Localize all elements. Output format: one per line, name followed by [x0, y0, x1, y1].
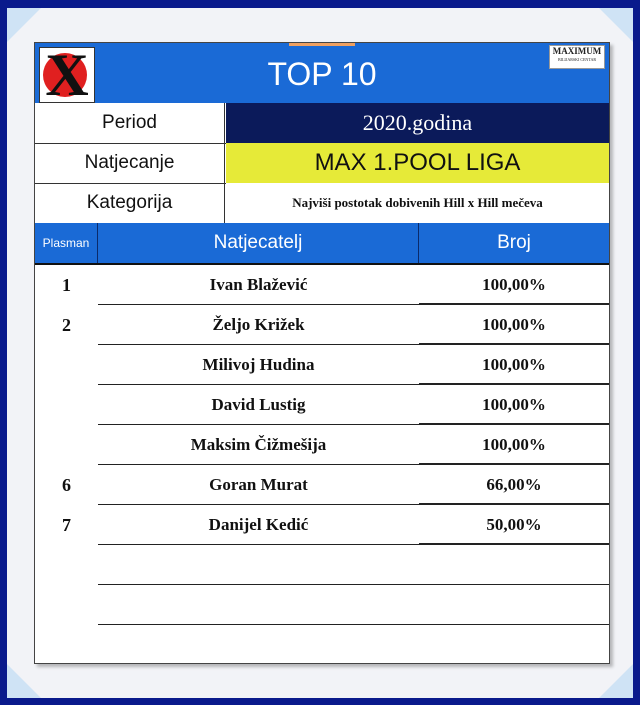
value-cell: 100,00%: [419, 425, 609, 465]
player-cell: [98, 625, 419, 665]
value-cell: 100,00%: [419, 385, 609, 425]
value-cell: 100,00%: [419, 305, 609, 345]
corner-decoration: [599, 8, 633, 42]
table-row: [35, 385, 609, 425]
player-cell: Željo Križek: [98, 305, 419, 345]
competition-label: Natjecanje: [35, 143, 225, 183]
x-logo-icon: [39, 42, 95, 108]
corner-decoration: [599, 664, 633, 698]
period-row: [35, 103, 609, 144]
header-bar: [35, 42, 609, 108]
value-cell: [419, 545, 609, 585]
rank-cell: [35, 385, 98, 425]
rank-cell: 6: [62, 475, 71, 495]
value-cell: 100,00%: [419, 265, 609, 305]
table-row: [35, 625, 609, 665]
corner-decoration: [7, 664, 41, 698]
table-row: [35, 545, 609, 585]
rank-cell: [35, 425, 98, 465]
page-title: TOP 10: [267, 56, 377, 92]
player-cell: [98, 545, 419, 585]
rank-cell: [35, 545, 98, 585]
value-cell: 66,00%: [419, 465, 609, 505]
table-row: [35, 465, 609, 505]
player-cell: [98, 585, 419, 625]
table-header: [35, 223, 609, 263]
category-row: [35, 183, 609, 224]
column-header-count: Broj: [497, 232, 531, 253]
player-cell: Danijel Kedić: [98, 505, 419, 545]
value-cell: 50,00%: [419, 505, 609, 545]
player-cell: Ivan Blažević: [98, 265, 419, 305]
competition-value: MAX 1.POOL LIGA: [226, 143, 609, 183]
category-label: Kategorija: [35, 183, 225, 223]
value-cell: [419, 585, 609, 625]
table-row: [35, 585, 609, 625]
period-value: 2020.godina: [226, 103, 609, 143]
player-cell: David Lustig: [98, 385, 419, 425]
table-body: [35, 263, 609, 663]
rank-cell: [35, 625, 98, 665]
category-value: Najviši postotak dobivenih Hill x Hill mečeva: [226, 183, 609, 223]
value-cell: [419, 625, 609, 665]
table-row: [35, 305, 609, 345]
competition-row: [35, 143, 609, 184]
table-row: [35, 345, 609, 385]
player-cell: Goran Murat: [98, 465, 419, 505]
rank-cell: 2: [62, 315, 71, 335]
maximum-logo-sub: BILIJARSKI CENTAR: [557, 57, 596, 62]
x-mark-icon: X: [45, 42, 89, 108]
column-header-player: Natjecatelj: [98, 223, 419, 263]
rank-cell: 1: [62, 275, 71, 295]
table-row: [35, 425, 609, 465]
corner-decoration: [7, 8, 41, 42]
table-row: [35, 505, 609, 545]
rank-cell: [35, 585, 98, 625]
period-label: Period: [35, 103, 225, 143]
player-cell: Milivoj Hudina: [98, 345, 419, 385]
rank-cell: [35, 345, 98, 385]
player-cell: Maksim Čižmešija: [98, 425, 419, 465]
rank-cell: 7: [62, 515, 71, 535]
maximum-logo-text: MAXIMUM: [552, 46, 602, 56]
table-row: [35, 265, 609, 305]
maximum-logo: [549, 45, 605, 69]
value-cell: 100,00%: [419, 345, 609, 385]
column-header-rank: Plasman: [35, 223, 98, 263]
leaderboard-sheet: [34, 42, 610, 664]
